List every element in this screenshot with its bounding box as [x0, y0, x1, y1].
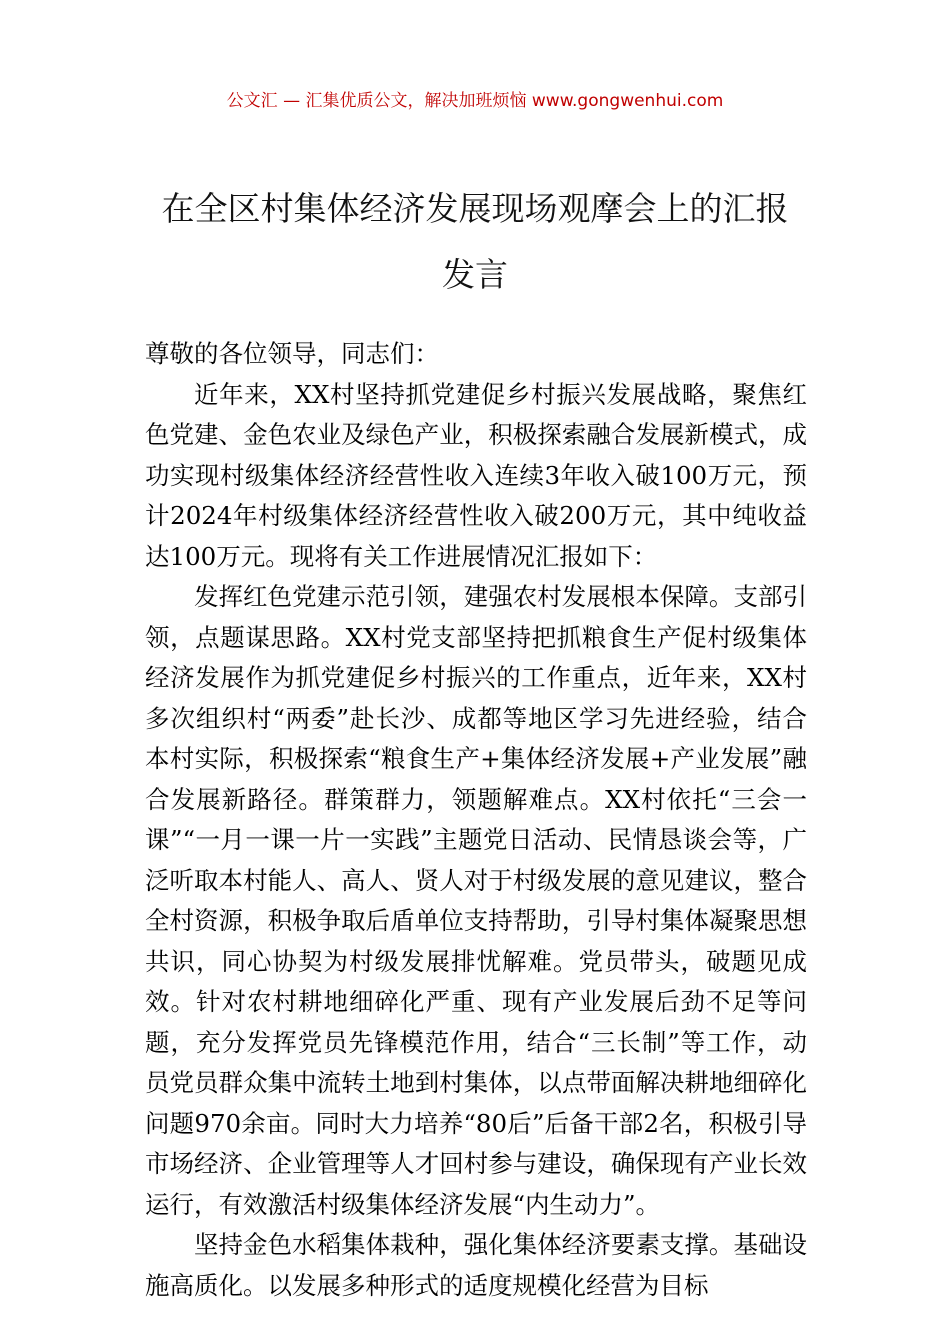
paragraph-intro: 近年来，XX村坚持抓党建促乡村振兴发展战略，聚焦红色党建、金色农业及绿色产业，积极探索融合发展新模式，成功实现村级集体经济经营性收入连续3年收入破100万元，预计2024年村级集体经济经营性收入破200万元，其中纯收益达100万元。现将有关工作进展情况汇报如下：: [145, 379, 807, 571]
paragraph-golden-rice: 坚持金色水稻集体栽种，强化集体经济要素支撑。基础设施高质化。以发展多种形式的适度规模化经营为目标: [145, 1230, 807, 1300]
document-body: [145, 334, 807, 1306]
paragraph-red-party-building: 发挥红色党建示范引领，建强农村发展根本保障。支部引领，点题谋思路。XX村党支部坚持把抓粮食生产促村级集体经济发展作为抓党建促乡村振兴的工作重点，近年来，XX村多次组织村“两委”赴长沙、成都等地区学习先进经验，结合本村实际，积极探索“粮食生产+集体经济发展+产业发展”融合发展新路径。群策群力，领题解难点。XX村依托“三会一课”“一月一课一片一实践”主题党日活动、民情恳谈会等，广泛听取本村能人、高人、贤人对于村级发展的意见建议，整合全村资源，积极争取后盾单位支持帮助，引导村集体凝聚思想共识，同心协契为村级发展排忧解难。党员带头，破题见成效。针对农村耕地细碎化严重、现有产业发展后劲不足等问题，充分发挥党员先锋模范作用，结合“三长制”等工作，动员党员群众集中流转土地到村集体，以点带面解决耕地细碎化问题970余亩。同时大力培养“80后”后备干部2名，积极引导市场经济、企业管理等人才回村参与建设，确保现有产业长效运行，有效激活村级集体经济发展“内生动力”。: [145, 582, 807, 1219]
salutation: 尊敬的各位领导，同志们：: [145, 339, 439, 368]
document-title: 在全区村集体经济发展现场观摩会上的汇报发言: [161, 189, 789, 294]
header-watermark: 公文汇 — 汇集优质公文，解决加班烦恼 www.gongwenhui.com: [226, 91, 724, 111]
